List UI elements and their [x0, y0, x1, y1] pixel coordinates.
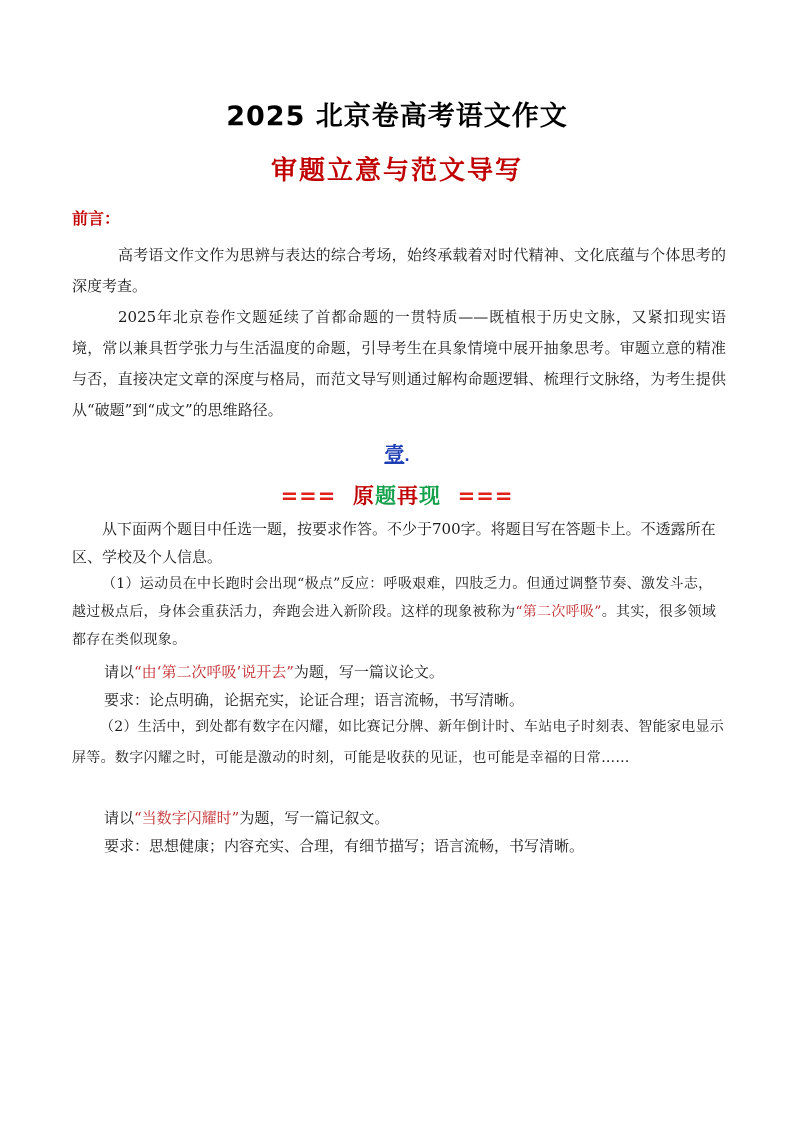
question-1-title-suffix: 为题，写一篇议论文。 [293, 663, 444, 681]
question-1-prompt [72, 570, 726, 654]
preface-label: 前言： [72, 209, 121, 228]
section-title-char-1: 原 [353, 484, 375, 508]
section-title-char-2: 题 [375, 484, 397, 508]
question-1-title-prefix: 请以 [104, 663, 135, 681]
section-title-char-3: 再 [397, 484, 419, 508]
question-1-title-instruction [104, 658, 758, 686]
section-number [0, 438, 794, 467]
section-number-text: 壹 [384, 442, 405, 466]
question-2-title-suffix: 为题，写一篇记叙文。 [239, 809, 390, 827]
question-1-text-after: 。其实，很多领域都存在类似现象。 [72, 604, 717, 648]
question-1-highlight: “第二次呼吸” [515, 604, 602, 620]
question-intro: 从下面两个题目中任选一题，按要求作答。不少于700字。将题目写在答题卡上。不透露所在区、学校及个人信息。 [72, 520, 716, 566]
section-title-char-4: 现 [419, 484, 441, 508]
question-2-prompt: （2）生活中，到处都有数字在闪耀，如比赛记分牌、新年倒计时、车站电子时刻表、智能家电显示屏等。数字闪耀之时，可能是激动的时刻，可能是收获的见证，也可能是幸福的日常…… [72, 719, 725, 766]
section-title [0, 480, 794, 510]
preface-paragraph-2: 2025年北京卷作文题延续了首都命题的一贯特质——既植根于历史文脉，又紧扣现实语境，常以兼具哲学张力与生活温度的命题，引导考生在具象情境中展开抽象思考。审题立意的精准与否，直接决定文章的深度与格局，而范文导写则通过解构命题逻辑、梳理行文脉络，为考生提供从“破题”到“成文”的思维路径。 [72, 308, 726, 419]
question-2-title-prefix: 请以 [104, 809, 135, 827]
question-2-title-instruction [104, 804, 758, 832]
question-2-requirement: 要求：思想健康；内容充实、合理，有细节描写；语言流畅，书写清晰。 [104, 837, 585, 855]
document-title: 2025 北京卷高考语文作文 [226, 101, 568, 132]
question-1-requirement: 要求：论点明确，论据充实，论证合理；语言流畅，书写清晰。 [104, 691, 525, 709]
question-2-title-quote: “当数字闪耀时” [134, 809, 240, 827]
section-number-suffix: . [404, 449, 410, 465]
question-1-title-quote: “由‘第二次呼吸’说开去” [134, 663, 294, 681]
section-title-left-marks: === [280, 484, 337, 508]
question-1-text-before: （1）运动员在中长跑时会出现“极点”反应：呼吸艰难，四肢乏力。但通过调整节奏、激发斗志，越过极点后，身体会重获活力，奔跑会进入新阶段。这样的现象被称为 [72, 576, 713, 620]
document-subtitle: 审题立意与范文导写 [270, 156, 523, 186]
section-title-right-marks: === [457, 484, 514, 508]
preface-paragraph-1: 高考语文作文作为思辨与表达的综合考场，始终承载着对时代精神、文化底蕴与个体思考的深度考查。 [72, 246, 726, 295]
